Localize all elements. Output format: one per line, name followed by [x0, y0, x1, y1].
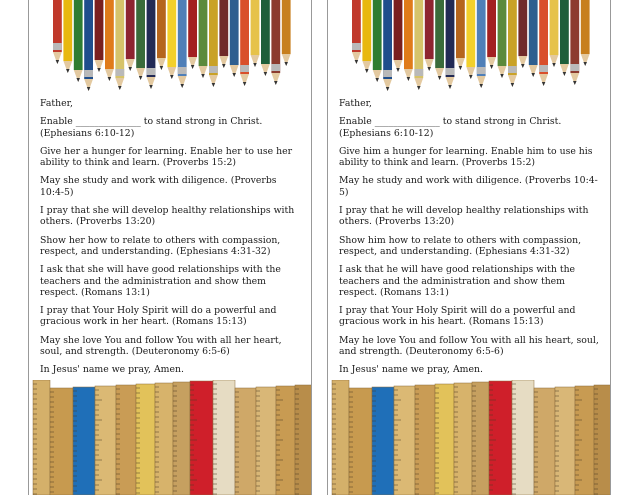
- pencil-shape: [477, 0, 486, 88]
- pencil-shape: [167, 0, 176, 79]
- pencil-shape: [271, 0, 280, 85]
- ruler-shape: [213, 380, 235, 495]
- pencil-shape: [63, 0, 72, 73]
- ruler-shape: [394, 386, 415, 495]
- prayer-line: I pray that Your Holy Spirit will do a powerful and gracious work in her heart. (Romans 15:13): [40, 305, 277, 328]
- prayer-line: Give her a hunger for learning. Enable her to use her ability to think and learn. (Proverbs 15:2): [40, 145, 293, 169]
- prayer-line: Enable ______________ to stand strong in Christ. (Ephesians 6:10-12): [339, 116, 562, 139]
- ruler-shape: [472, 382, 489, 495]
- pencil-shape: [199, 0, 208, 78]
- pencil-shape: [498, 0, 507, 78]
- pencil-shape: [456, 0, 465, 70]
- pencil-shape: [84, 0, 93, 91]
- pencil-shape: [435, 0, 444, 80]
- ruler-shape: [534, 388, 555, 495]
- prayer-text: [339, 98, 601, 383]
- prayer-line: Father,: [40, 98, 73, 109]
- pencil-shape: [105, 0, 114, 81]
- pencil-shape: [136, 0, 145, 80]
- ruler-shape: [435, 384, 454, 495]
- prayer-line: Show him how to relate to others with compassion, respect, and understanding. (Ephesians 4:31-32): [339, 234, 582, 257]
- pencil-shape: [261, 0, 270, 76]
- pencil-shape: [240, 0, 249, 86]
- pencil-shape: [446, 0, 455, 89]
- ruler-shape: [116, 385, 136, 495]
- ruler-shape: [594, 385, 610, 495]
- pencil-shape: [209, 0, 218, 87]
- pencil-shape: [581, 0, 590, 66]
- pencil-shape: [362, 0, 371, 73]
- pencil-shape: [157, 0, 166, 70]
- prayer-line: I pray that she will develop healthy relationships with others. (Proverbs 13:20): [40, 205, 295, 228]
- prayer-line: May he study and work with diligence. (Proverbs 10:4-5): [339, 175, 598, 198]
- ruler-shape: [295, 385, 311, 495]
- ruler-shape: [73, 387, 95, 495]
- pencils-photo: [328, 0, 610, 95]
- pencil-shape: [570, 0, 579, 85]
- ruler-shape: [555, 387, 575, 495]
- pencil-shape: [508, 0, 517, 87]
- prayer-line: May she love You and follow You with all her heart, soul, and strength. (Deuteronomy 6:5-6): [40, 334, 282, 358]
- prayer-line: May she study and work with diligence. (Proverbs 10:4-5): [40, 175, 277, 198]
- ruler-shape: [415, 385, 435, 495]
- ruler-shape: [190, 381, 213, 495]
- prayer-line: Show her how to relate to others with compassion, respect, and understanding. (Ephesians 4:31-32): [40, 234, 281, 257]
- pencil-shape: [560, 0, 569, 76]
- pencil-shape: [282, 0, 291, 66]
- pencil-shape: [230, 0, 239, 77]
- ruler-shape: [256, 387, 276, 495]
- prayer-line: I pray that Your Holy Spirit will do a powerful and gracious work in his heart. (Romans 15:13): [339, 305, 576, 328]
- pencil-shape: [178, 0, 187, 88]
- ruler-shape: [512, 380, 534, 495]
- prayer-line: Enable ______________ to stand strong in Christ. (Ephesians 6:10-12): [40, 116, 263, 139]
- ruler-shape: [489, 381, 512, 495]
- prayer-line: I ask that he will have good relationships with the teachers and the administration and show them respect. (Romans 13:1): [339, 264, 576, 298]
- pencil-shape: [529, 0, 538, 77]
- prayer-line: In Jesus' name we pray, Amen.: [40, 364, 184, 376]
- prayer-line: Give him a hunger for learning. Enable him to use his ability to think and learn. (Proverbs 15:2): [339, 145, 593, 169]
- pencil-shape: [53, 0, 62, 64]
- ruler-shape: [276, 386, 295, 495]
- bookmark-card-him: [327, 0, 611, 495]
- ruler-shape: [349, 388, 372, 495]
- pencil-shape: [115, 0, 124, 90]
- pencil-shape: [188, 0, 197, 69]
- pencil-shape: [425, 0, 434, 71]
- bookmark-card-her: [28, 0, 312, 495]
- ruler-shape: [332, 380, 349, 495]
- pencil-shape: [414, 0, 423, 90]
- pencil-shape: [550, 0, 559, 67]
- pencil-shape: [404, 0, 413, 81]
- pencil-shape: [518, 0, 527, 68]
- ruler-shape: [33, 380, 50, 495]
- pencil-shape: [251, 0, 260, 67]
- pencil-shape: [487, 0, 496, 69]
- pencil-shape: [394, 0, 403, 72]
- prayer-line: I pray that he will develop healthy relationships with others. (Proverbs 13:20): [339, 205, 589, 228]
- pencil-shape: [126, 0, 135, 71]
- pencil-shape: [219, 0, 228, 68]
- prayer-line: I ask that she will have good relationships with the teachers and the administration and show them respect. (Romans 13:1): [40, 264, 281, 298]
- pencil-shape: [466, 0, 475, 79]
- prayer-line: In Jesus' name we pray, Amen.: [339, 364, 483, 376]
- pencil-shape: [147, 0, 156, 89]
- pencil-shape: [95, 0, 104, 72]
- pencil-shape: [74, 0, 83, 82]
- prayer-line: May he love You and follow You with all his heart, soul, and strength. (Deuteronomy 6:5-6): [339, 334, 599, 358]
- ruler-shape: [136, 384, 155, 495]
- pencils-photo: [29, 0, 311, 95]
- ruler-shape: [95, 386, 116, 495]
- prayer-text: [40, 98, 302, 383]
- ruler-shape: [173, 382, 190, 495]
- ruler-shape: [50, 388, 73, 495]
- ruler-shape: [155, 383, 173, 495]
- pencil-shape: [352, 0, 361, 64]
- pencil-shape: [373, 0, 382, 82]
- ruler-shape: [235, 388, 256, 495]
- pencil-shape: [383, 0, 392, 91]
- ruler-shape: [454, 383, 472, 495]
- pencil-shape: [539, 0, 548, 86]
- ruler-shape: [372, 387, 394, 495]
- rulers-photo: [29, 380, 311, 495]
- rulers-photo: [328, 380, 610, 495]
- prayer-line: Father,: [339, 98, 372, 109]
- ruler-shape: [575, 386, 594, 495]
